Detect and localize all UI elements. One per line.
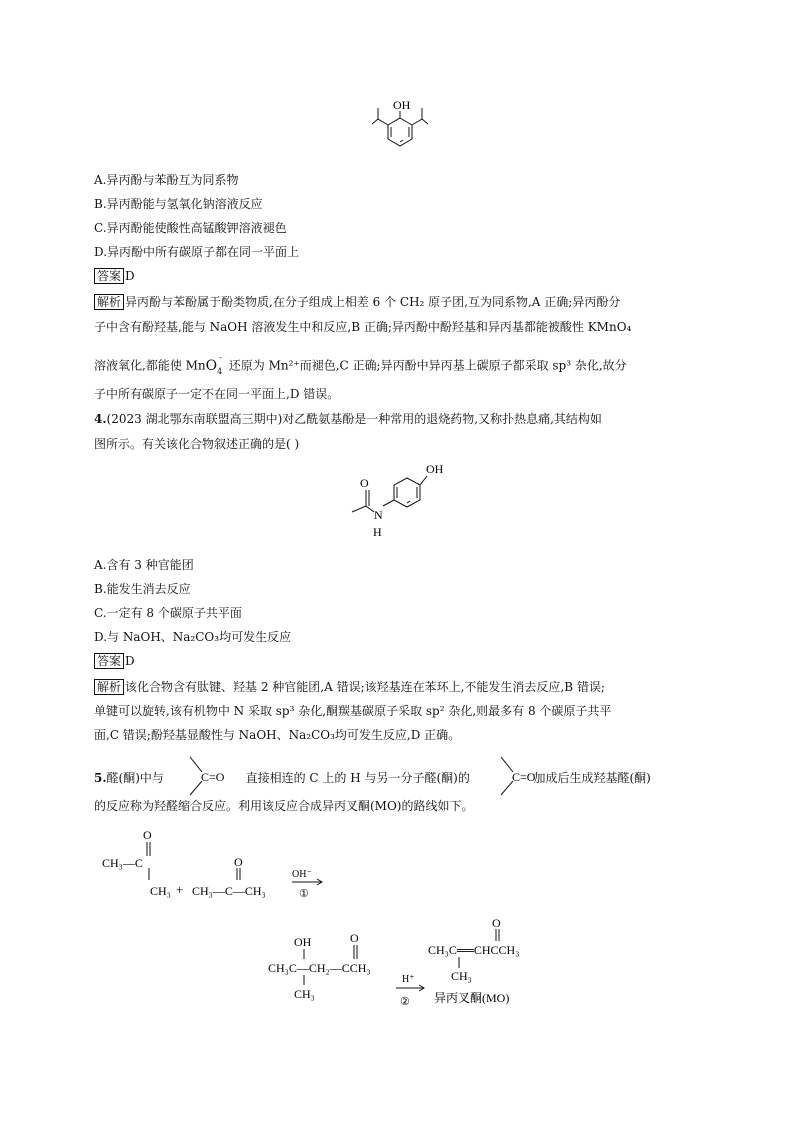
- q4-option-a: A.含有 3 种官能团: [94, 558, 194, 572]
- carbonyl-group-icon: [497, 753, 547, 799]
- svg-text:O: O: [492, 916, 501, 930]
- analysis-tag: 解析: [94, 294, 124, 310]
- h-label: H: [373, 525, 382, 539]
- svg-text:O: O: [350, 931, 359, 945]
- svg-text:OH: OH: [294, 935, 312, 949]
- svg-text:C=O: C=O: [512, 770, 536, 784]
- permanganate-ion: $O_4^-$: [205, 353, 223, 376]
- analysis-tag: 解析: [94, 679, 124, 695]
- question-number: 5.: [94, 771, 107, 785]
- q3-analysis-line-3: 溶液氧化,都能使 MnO$_4$- 还原为 Mn²⁺而褪色,C 正确;异丙酚中异丙基上碳原子都采取 sp³ 杂化,故分: [94, 353, 627, 376]
- reaction-scheme: [96, 824, 556, 1014]
- q4-option-c: C.一定有 8 个碳原子共平面: [94, 606, 242, 620]
- svg-text:②: ②: [400, 996, 410, 1008]
- answer-tag: 答案: [94, 268, 124, 284]
- paracetamol-structure: [330, 462, 460, 546]
- o-label: O: [360, 476, 369, 490]
- svg-text:+: +: [176, 882, 184, 897]
- q3-option-a: A.异丙酚与苯酚互为同系物: [94, 173, 239, 187]
- carbonyl-group-icon: [186, 753, 236, 799]
- question-number: 4.: [94, 412, 107, 426]
- q5-stem-line-2: 的反应称为羟醛缩合反应。利用该反应合成异丙叉酮(MO)的路线如下。: [94, 799, 474, 813]
- q4-analysis-line-3: 面,C 错误;酚羟基显酸性与 NaOH、Na₂CO₃均可发生反应,D 正确。: [94, 728, 461, 742]
- oh-label: OH: [426, 462, 444, 476]
- svg-text:OH⁻: OH⁻: [292, 869, 312, 880]
- svg-text:CH₃: CH₃: [150, 884, 171, 898]
- q3-analysis-line-1: 解析 异丙酚与苯酚属于酚类物质,在分子组成上相差 6 个 CH₂ 原子团,互为同系物,A 正确;异丙酚分: [94, 294, 620, 310]
- q4-answer: [94, 653, 135, 669]
- q3-option-c: C.异丙酚能使酸性高锰酸钾溶液褪色: [94, 221, 287, 235]
- svg-text:C=O: C=O: [201, 770, 225, 784]
- q4-stem-line-2: 图所示。有关该化合物叙述正确的是( ): [94, 437, 300, 451]
- n-label: N: [374, 508, 383, 522]
- q4-option-b: B.能发生消去反应: [94, 582, 191, 596]
- oh-label: OH: [393, 98, 411, 112]
- q3-option-d: D.异丙酚中所有碳原子都在同一平面上: [94, 245, 300, 259]
- svg-text:CH₃: CH₃: [451, 969, 472, 983]
- q4-analysis-line-2: 单键可以旋转,该有机物中 N 采取 sp³ 杂化,酮羰基碳原子采取 sp² 杂化,则最多有 8 个碳原子共平: [94, 704, 612, 718]
- answer-tag: 答案: [94, 653, 124, 669]
- q4-option-d: D.与 NaOH、Na₂CO₃均可发生反应: [94, 630, 292, 644]
- svg-text:CH₃: CH₃: [294, 987, 315, 1001]
- q4-stem-line-1: 4.(2023 湖北鄂东南联盟高三期中)对乙酰氨基酚是一种常用的退烧药物,又称扑热息痛,其结构如: [94, 412, 602, 426]
- propofol-structure: [360, 98, 440, 160]
- svg-text:H⁺: H⁺: [402, 974, 415, 985]
- answer-value: D: [125, 654, 135, 668]
- svg-text:异丙叉酮(MO): 异丙叉酮(MO): [434, 991, 510, 1005]
- q4-analysis-line-1: 解析 该化合物含有肽键、羟基 2 种官能团,A 错误;该羟基连在苯环上,不能发生消去反应,B 错误;: [94, 679, 605, 695]
- svg-text:①: ①: [299, 888, 309, 900]
- answer-value: D: [125, 269, 135, 283]
- q3-option-b: B.异丙酚能与氢氧化钠溶液反应: [94, 197, 263, 211]
- svg-text:O: O: [143, 828, 152, 842]
- svg-text:CH₃—C: CH₃—C: [102, 856, 143, 870]
- q5-stem-line-1: 5.醛(酮)中与 直接相连的 C 上的 H 与另一分子醛(酮)的 加成后生成羟基醛(酮): [94, 771, 651, 785]
- svg-text:CH₃C—CH₂—CCH₃: CH₃C—CH₂—CCH₃: [268, 961, 371, 975]
- q3-analysis-line-4: 子中所有碳原子一定不在同一平面上,D 错误。: [94, 387, 340, 401]
- svg-text:CH₃—C—CH₃: CH₃—C—CH₃: [192, 884, 266, 898]
- svg-text:O: O: [234, 855, 243, 869]
- q3-analysis-line-2: 子中含有酚羟基,能与 NaOH 溶液发生中和反应,B 正确;异丙酚中酚羟基和异丙基都能被酸性 KMnO₄: [94, 320, 632, 334]
- q3-answer: [94, 268, 135, 284]
- svg-text:CH₃C══CHCCH₃: CH₃C══CHCCH₃: [428, 943, 520, 957]
